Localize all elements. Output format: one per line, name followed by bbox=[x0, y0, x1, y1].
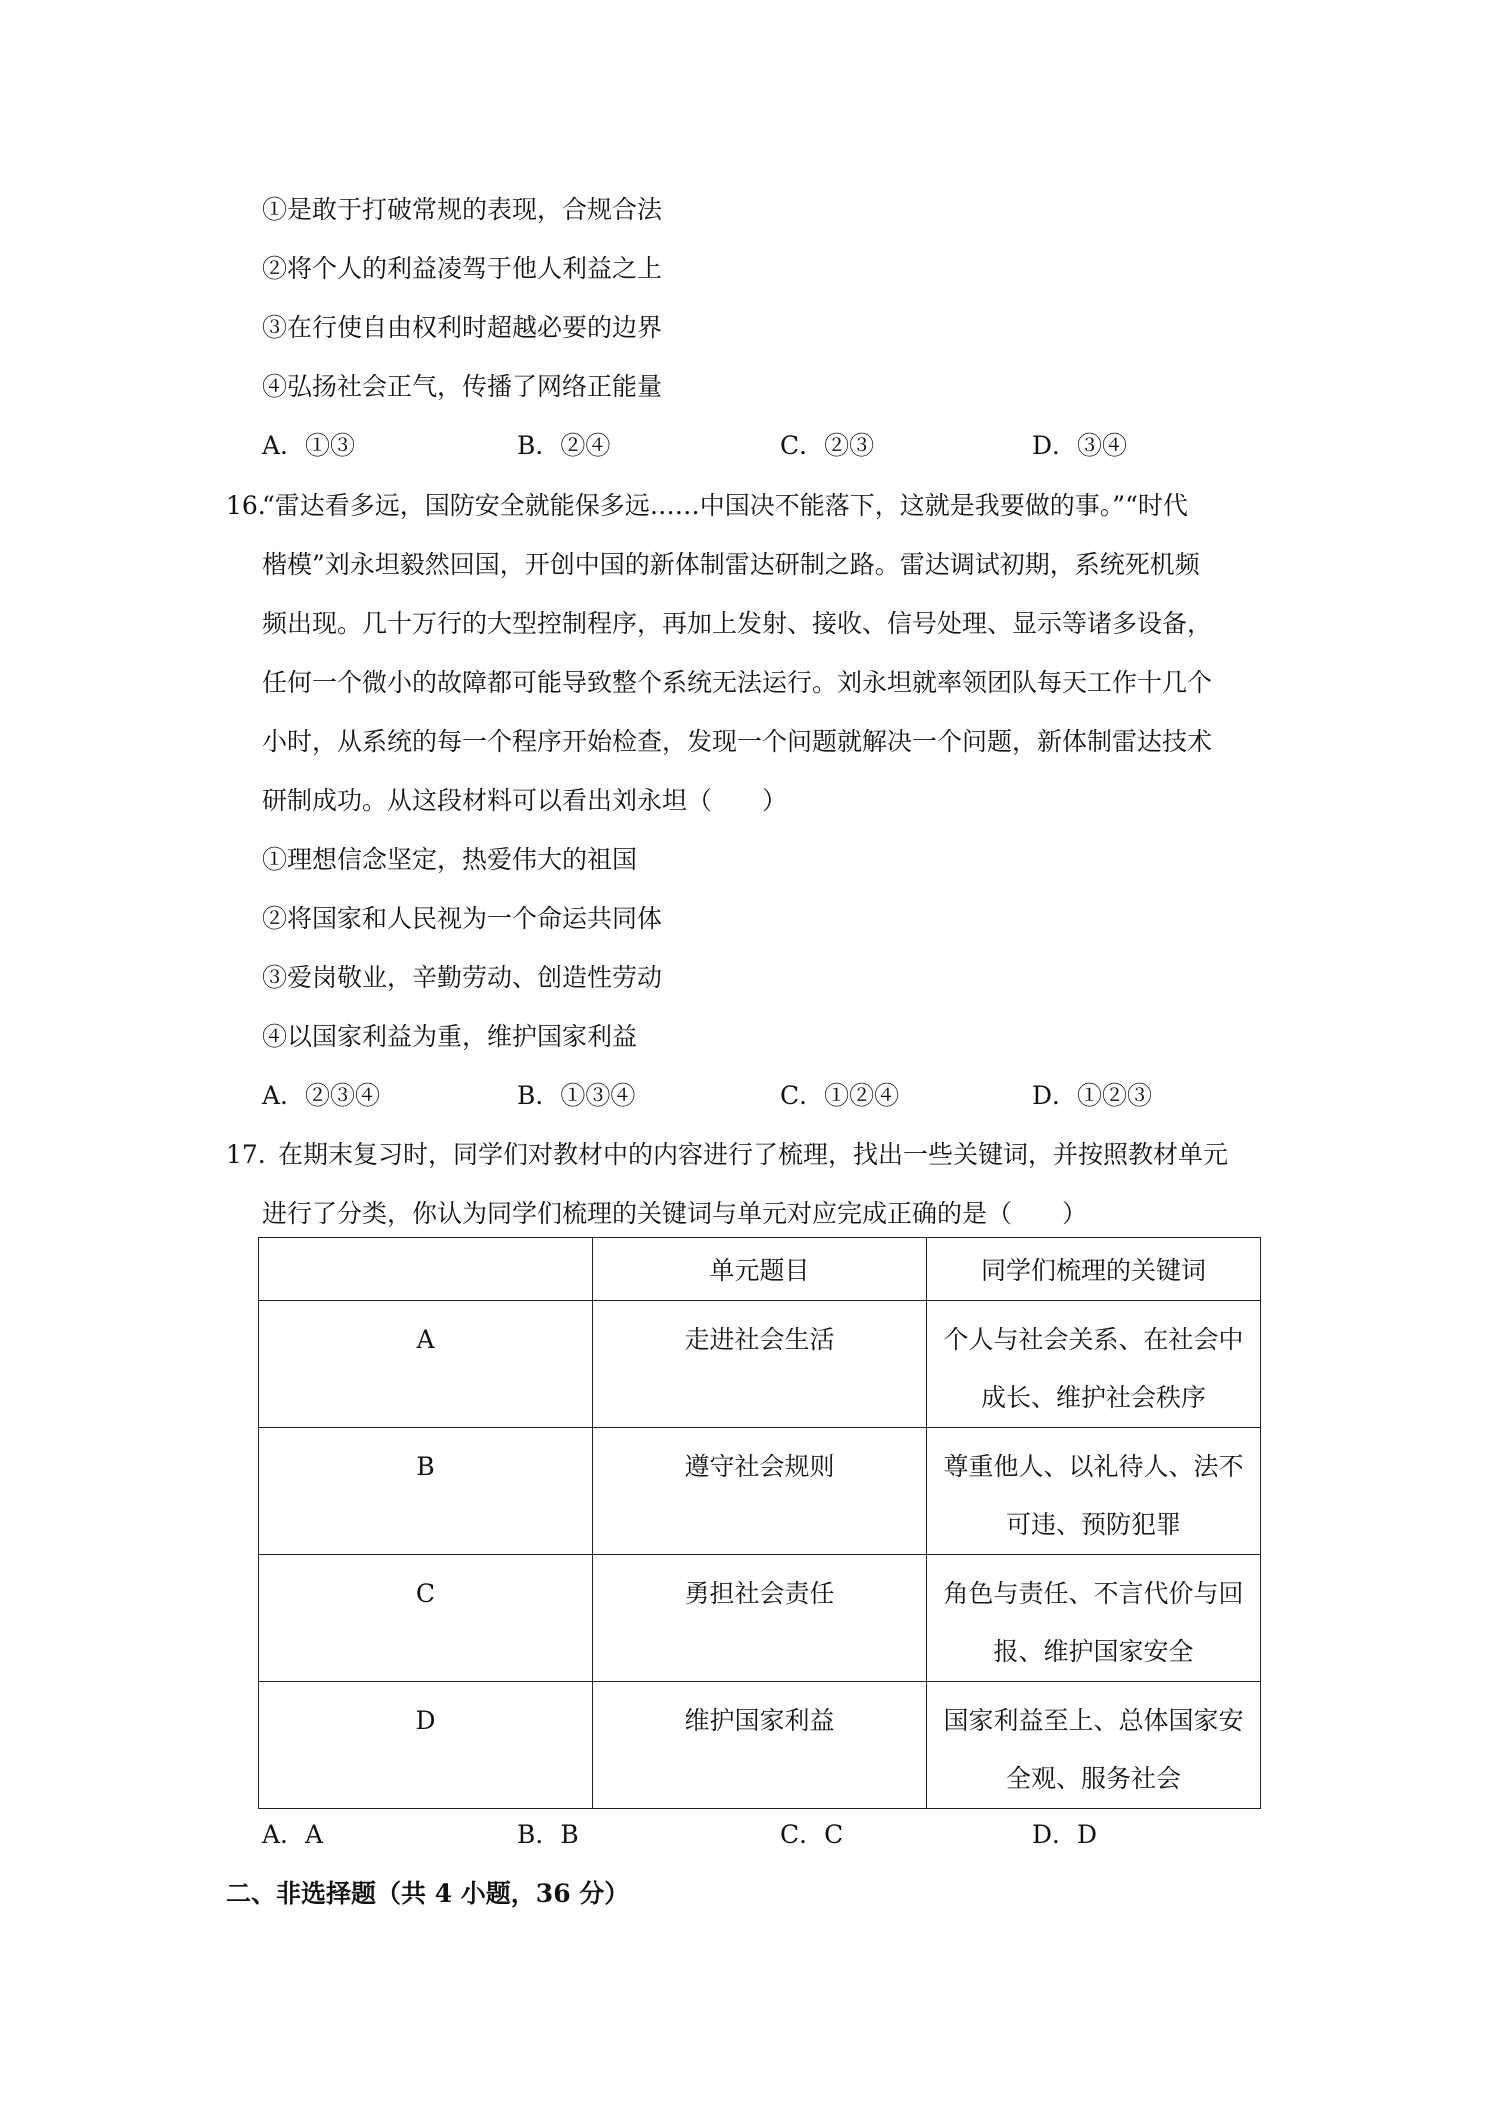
q16-number: 16. bbox=[226, 491, 266, 520]
table-header-unit: 单元题目 bbox=[593, 1238, 927, 1301]
q16-option-d[interactable]: D．①②③ bbox=[1032, 1081, 1153, 1110]
keyword-table bbox=[258, 1237, 1261, 1809]
keywords-line-2: 成长、维护社会秩序 bbox=[980, 1383, 1206, 1412]
q17-option-c[interactable]: C．C bbox=[780, 1820, 844, 1849]
q16-options bbox=[262, 1078, 1262, 1114]
table-row bbox=[259, 1682, 1261, 1809]
q17-options bbox=[262, 1817, 1262, 1853]
q16-option-b[interactable]: B．①③④ bbox=[517, 1081, 636, 1110]
table-header-blank bbox=[259, 1238, 593, 1301]
table-cell-keywords bbox=[927, 1682, 1261, 1809]
keywords-line-2: 全观、服务社会 bbox=[1005, 1764, 1181, 1793]
keywords-line-2: 报、维护国家安全 bbox=[993, 1637, 1194, 1666]
table-header-row bbox=[259, 1238, 1261, 1301]
table-cell-unit: 走进社会生活 bbox=[593, 1301, 927, 1428]
q15-statement-1: ①是敢于打破常规的表现，合规合法 bbox=[262, 195, 663, 224]
table-cell-unit: 维护国家利益 bbox=[593, 1682, 927, 1809]
table-header-keywords: 同学们梳理的关键词 bbox=[927, 1238, 1261, 1301]
table-cell-label: B bbox=[259, 1428, 593, 1555]
q15-option-d[interactable]: D．③④ bbox=[1032, 431, 1128, 460]
keywords-line-1: 国家利益至上、总体国家安 bbox=[943, 1706, 1244, 1735]
q15-options bbox=[262, 428, 1262, 464]
q16-stem-line-1: “雷达看多远，国防安全就能保多远……中国决不能落下，这就是我要做的事。”“时代 bbox=[262, 491, 1188, 520]
keywords-line-1: 角色与责任、不言代价与回 bbox=[943, 1579, 1244, 1608]
table-cell-label: A bbox=[259, 1301, 593, 1428]
q15-statement-2: ②将个人的利益凌驾于他人利益之上 bbox=[262, 254, 663, 283]
q16-statement-2: ②将国家和人民视为一个命运共同体 bbox=[262, 904, 663, 933]
q16-statement-1: ①理想信念坚定，热爱伟大的祖国 bbox=[262, 845, 638, 874]
table-cell-label: D bbox=[259, 1682, 593, 1809]
q16-stem-line-6: 研制成功。从这段材料可以看出刘永坦（ ） bbox=[262, 786, 788, 815]
keywords-line-2: 可违、预防犯罪 bbox=[1005, 1510, 1181, 1539]
table-row bbox=[259, 1428, 1261, 1555]
q16-statement-3: ③爱岗敬业，辛勤劳动、创造性劳动 bbox=[262, 963, 663, 992]
q16-statement-4: ④以国家利益为重，维护国家利益 bbox=[262, 1022, 638, 1051]
q17-stem-line-2: 进行了分类，你认为同学们梳理的关键词与单元对应完成正确的是（ ） bbox=[262, 1199, 1088, 1228]
q16-stem-line-3: 频出现。几十万行的大型控制程序，再加上发射、接收、信号处理、显示等诸多设备， bbox=[262, 609, 1213, 638]
q15-option-c[interactable]: C．②③ bbox=[780, 431, 875, 460]
q16-stem-line-4: 任何一个微小的故障都可能导致整个系统无法运行。刘永坦就率领团队每天工作十几个 bbox=[262, 668, 1213, 697]
table-cell-unit: 遵守社会规则 bbox=[593, 1428, 927, 1555]
table-cell-keywords bbox=[927, 1301, 1261, 1428]
q17-stem-line-1: 在期末复习时，同学们对教材中的内容进行了梳理，找出一些关键词，并按照教材单元 bbox=[278, 1140, 1229, 1169]
q15-option-a[interactable]: A．①③ bbox=[262, 431, 356, 460]
q16-stem-line-5: 小时，从系统的每一个程序开始检查，发现一个问题就解决一个问题，新体制雷达技术 bbox=[262, 727, 1213, 756]
table-row bbox=[259, 1555, 1261, 1682]
q15-option-b[interactable]: B．②④ bbox=[517, 431, 611, 460]
keywords-line-1: 尊重他人、以礼待人、法不 bbox=[943, 1452, 1244, 1481]
q15-statement-4: ④弘扬社会正气，传播了网络正能量 bbox=[262, 372, 663, 401]
q16-stem-line-2: 楷模”刘永坦毅然回国，开创中国的新体制雷达研制之路。雷达调试初期，系统死机频 bbox=[262, 550, 1200, 579]
section-heading: 二、非选择题（共 4 小题，36 分） bbox=[226, 1879, 630, 1908]
q17-option-a[interactable]: A．A bbox=[262, 1820, 324, 1849]
table-row bbox=[259, 1301, 1261, 1428]
q15-statement-3: ③在行使自由权利时超越必要的边界 bbox=[262, 313, 663, 342]
q17-option-b[interactable]: B．B bbox=[517, 1820, 579, 1849]
q16-option-a[interactable]: A．②③④ bbox=[262, 1081, 381, 1110]
table-cell-keywords bbox=[927, 1555, 1261, 1682]
q16-option-c[interactable]: C．①②④ bbox=[780, 1081, 900, 1110]
q17-option-d[interactable]: D．D bbox=[1032, 1820, 1098, 1849]
table-cell-keywords bbox=[927, 1428, 1261, 1555]
table-cell-unit: 勇担社会责任 bbox=[593, 1555, 927, 1682]
keywords-line-1: 个人与社会关系、在社会中 bbox=[943, 1325, 1244, 1354]
table-cell-label: C bbox=[259, 1555, 593, 1682]
q17-number: 17. bbox=[226, 1140, 266, 1169]
